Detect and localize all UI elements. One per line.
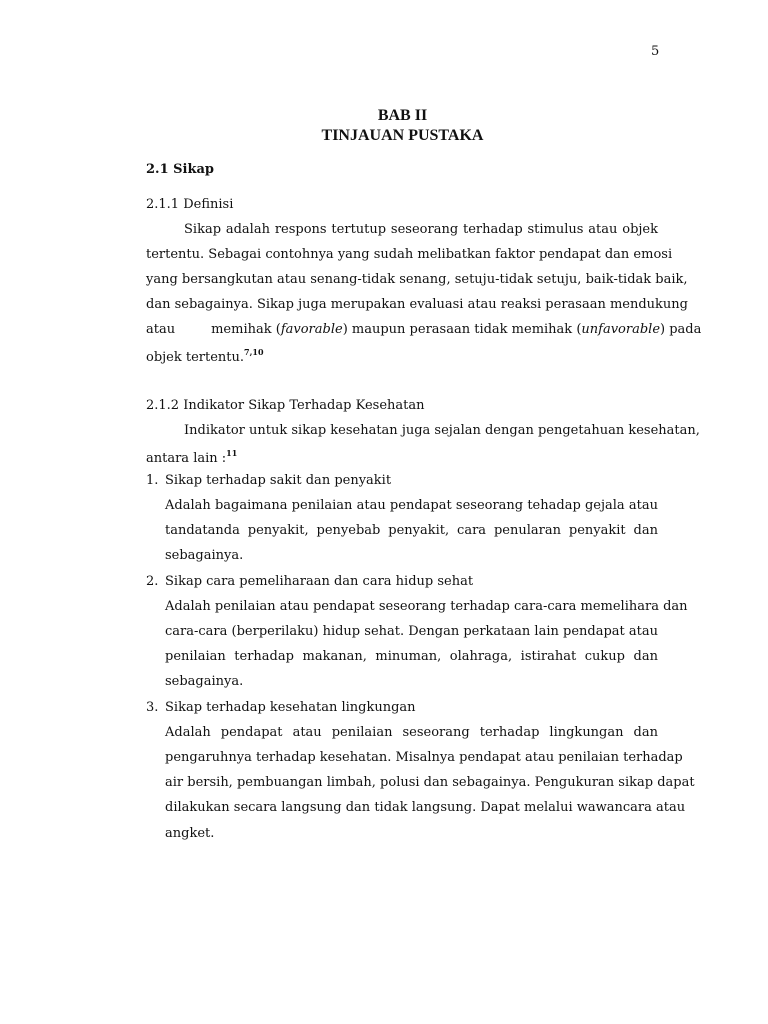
list-item-number: 3. <box>146 700 159 715</box>
list-item-line: sebagainya. <box>165 674 244 689</box>
section-heading: 2.1 Sikap <box>146 162 214 177</box>
line-text: memihak ( <box>211 322 281 337</box>
paragraph-line <box>146 322 702 337</box>
paragraph-line: yang bersangkutan atau senang-tidak senang, setuju-tidak setuju, baik-tidak baik, <box>146 272 688 287</box>
list-item-line: Adalah pendapat atau penilaian seseorang terhadap lingkungan dan <box>165 725 658 740</box>
italic-term-unfavorable: unfavorable <box>581 322 661 337</box>
list-item-line: pengaruhnya terhadap kesehatan. Misalnya pendapat atau penilaian terhadap <box>165 750 683 765</box>
list-item-title: Sikap terhadap sakit dan penyakit <box>165 473 392 488</box>
list-item-line: tandatanda penyakit, penyebab penyakit, cara penularan penyakit dan <box>165 523 658 538</box>
line-text: atau <box>146 322 176 337</box>
paragraph-line: dan sebagainya. Sikap juga merupakan evaluasi atau reaksi perasaan mendukung <box>146 297 688 312</box>
chapter-number: BAB II <box>377 107 428 124</box>
list-item-line: angket. <box>165 826 215 841</box>
list-item-line: penilaian terhadap makanan, minuman, olahraga, istirahat cukup dan <box>165 649 658 664</box>
list-item-title: Sikap cara pemeliharaan dan cara hidup sehat <box>165 574 474 589</box>
list-item-line: Adalah penilaian atau pendapat seseorang terhadap cara-cara memelihara dan <box>165 599 688 614</box>
paragraph-line: Sikap adalah respons tertutup seseorang terhadap stimulus atau objek <box>184 222 658 237</box>
paragraph-line: Indikator untuk sikap kesehatan juga sejalan dengan pengetahuan kesehatan, <box>184 423 700 438</box>
list-item-line: Adalah bagaimana penilaian atau pendapat seseorang tehadap gejala atau <box>165 498 658 513</box>
citation-superscript: 11 <box>226 448 238 458</box>
list-item-title: Sikap terhadap kesehatan lingkungan <box>165 700 416 715</box>
chapter-title: TINJAUAN PUSTAKA <box>321 127 484 144</box>
page-number: 5 <box>651 44 660 59</box>
list-item-line: air bersih, pembuangan limbah, polusi dan sebagainya. Pengukuran sikap dapat <box>165 775 695 790</box>
line-text: objek tertentu. <box>146 350 245 365</box>
paragraph-line <box>146 448 658 466</box>
italic-term-favorable: favorable <box>280 322 343 337</box>
list-item-number: 1. <box>146 473 159 488</box>
paragraph-line: tertentu. Sebagai contohnya yang sudah melibatkan faktor pendapat dan emosi <box>146 247 673 262</box>
list-item-number: 2. <box>146 574 159 589</box>
paragraph-line <box>146 347 658 365</box>
subsection-heading-indikator: 2.1.2 Indikator Sikap Terhadap Kesehatan <box>146 398 425 413</box>
list-item-line: dilakukan secara langsung dan tidak langsung. Dapat melalui wawancara atau <box>165 800 686 815</box>
list-item-line: sebagainya. <box>165 548 244 563</box>
list-item-line: cara-cara (berperilaku) hidup sehat. Dengan perkataan lain pendapat atau <box>165 624 658 639</box>
line-text: ) maupun perasaan tidak memihak ( <box>342 322 582 337</box>
line-text: ) pada <box>660 322 702 337</box>
line-text: antara lain : <box>146 451 227 466</box>
subsection-heading-definisi: 2.1.1 Definisi <box>146 197 234 212</box>
chapter-heading <box>0 106 768 146</box>
citation-superscript: 7,10 <box>244 347 264 357</box>
